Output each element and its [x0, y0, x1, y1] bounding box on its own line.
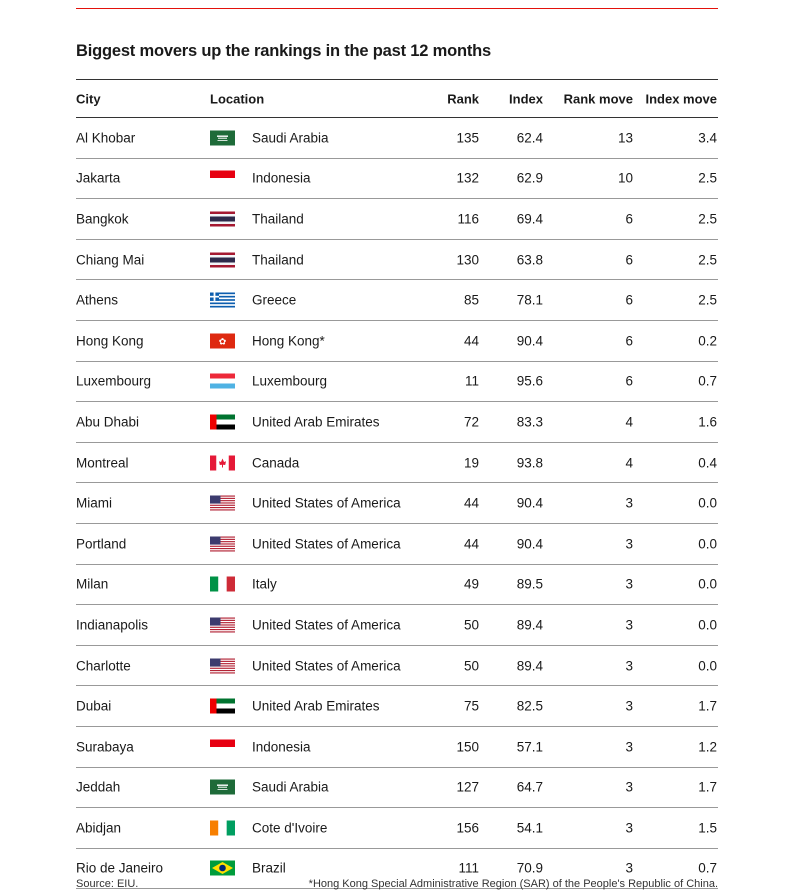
table-row	[76, 686, 718, 727]
location-cell: Hong Kong*	[252, 333, 325, 349]
location-cell: United States of America	[252, 536, 401, 552]
location-cell: Canada	[252, 455, 300, 471]
rank-cell: 85	[463, 292, 479, 308]
index-move-cell: 0.0	[698, 576, 717, 592]
rank-cell: 44	[463, 333, 479, 349]
location-cell: Brazil	[252, 860, 286, 876]
city-cell: Jakarta	[76, 170, 121, 186]
city-cell: Bangkok	[76, 211, 129, 227]
header-index-move: Index move	[645, 91, 717, 106]
location-cell: Italy	[252, 576, 277, 592]
location-cell: Saudi Arabia	[252, 779, 329, 795]
rank-move-cell: 3	[625, 495, 633, 511]
usa-flag-icon	[210, 658, 235, 673]
cote-divoire-flag-icon	[210, 820, 235, 835]
rank-move-cell: 3	[625, 576, 633, 592]
table-row	[76, 362, 718, 403]
source-note: Source: EIU.	[76, 878, 139, 890]
greece-flag-icon	[210, 293, 235, 308]
index-cell: 89.4	[516, 658, 543, 674]
rank-cell: 72	[463, 414, 479, 430]
rank-move-cell: 6	[625, 373, 633, 389]
city-cell: Abidjan	[76, 820, 122, 836]
city-cell: Chiang Mai	[76, 252, 145, 268]
table-row	[76, 565, 718, 606]
index-move-cell: 1.2	[698, 739, 717, 755]
rank-cell: 150	[456, 739, 479, 755]
index-move-cell: 1.7	[698, 779, 717, 795]
rank-move-cell: 4	[625, 414, 633, 430]
city-cell: Rio de Janeiro	[76, 860, 164, 876]
rank-move-cell: 10	[617, 170, 633, 186]
luxembourg-flag-icon	[210, 374, 235, 389]
location-cell: Indonesia	[252, 739, 311, 755]
city-cell: Miami	[76, 495, 112, 511]
index-cell: 82.5	[516, 698, 543, 714]
location-cell: United Arab Emirates	[252, 698, 380, 714]
city-cell: Indianapolis	[76, 617, 149, 633]
index-cell: 78.1	[516, 292, 543, 308]
top-rule	[76, 8, 718, 9]
uae-flag-icon	[210, 699, 235, 714]
index-move-cell: 0.7	[698, 860, 717, 876]
location-cell: Saudi Arabia	[252, 130, 329, 146]
table-row	[76, 443, 718, 484]
saudi-arabia-flag-icon	[210, 780, 235, 795]
index-cell: 90.4	[516, 495, 543, 511]
city-cell: Montreal	[76, 455, 129, 471]
index-move-cell: 0.7	[698, 373, 717, 389]
location-cell: Thailand	[252, 211, 304, 227]
index-cell: 89.4	[516, 617, 543, 633]
table-row	[76, 118, 718, 159]
city-cell: Al Khobar	[76, 130, 136, 146]
index-cell: 62.9	[516, 170, 543, 186]
location-cell: United Arab Emirates	[252, 414, 380, 430]
index-cell: 54.1	[516, 820, 543, 836]
rank-cell: 75	[463, 698, 479, 714]
table-header-row	[76, 80, 718, 118]
city-cell: Jeddah	[76, 779, 121, 795]
usa-flag-icon	[210, 496, 235, 511]
index-move-cell: 0.4	[698, 455, 717, 471]
index-move-cell: 2.5	[698, 211, 717, 227]
city-cell: Surabaya	[76, 739, 134, 755]
index-cell: 90.4	[516, 333, 543, 349]
index-cell: 69.4	[516, 211, 543, 227]
rank-move-cell: 3	[625, 617, 633, 633]
index-move-cell: 0.0	[698, 536, 717, 552]
city-cell: Athens	[76, 292, 119, 308]
index-cell: 95.6	[516, 373, 543, 389]
location-cell: United States of America	[252, 617, 401, 633]
index-cell: 89.5	[516, 576, 543, 592]
header-rank: Rank	[447, 91, 479, 106]
index-move-cell: 0.0	[698, 658, 717, 674]
location-cell: Greece	[252, 292, 297, 308]
index-cell: 83.3	[516, 414, 543, 430]
rank-cell: 135	[456, 130, 479, 146]
rank-cell: 19	[463, 455, 479, 471]
table-row	[76, 199, 718, 240]
usa-flag-icon	[210, 536, 235, 551]
city-cell: Dubai	[76, 698, 112, 714]
hong-kong-flag-icon	[210, 333, 235, 348]
indonesia-flag-icon	[210, 171, 235, 186]
table-row	[76, 727, 718, 768]
rank-move-cell: 3	[625, 779, 633, 795]
index-move-cell: 3.4	[698, 130, 717, 146]
table-row	[76, 646, 718, 687]
rank-cell: 156	[456, 820, 479, 836]
footnote: *Hong Kong Special Administrative Region (SAR) of the People's Republic of China.	[308, 878, 718, 890]
location-cell: Luxembourg	[252, 373, 328, 389]
table-row	[76, 402, 718, 443]
location-cell: Thailand	[252, 252, 304, 268]
rank-move-cell: 4	[625, 455, 633, 471]
index-move-cell: 1.5	[698, 820, 717, 836]
page-title: Biggest movers up the rankings in the past 12 months	[76, 42, 492, 60]
italy-flag-icon	[210, 577, 235, 592]
location-cell: United States of America	[252, 658, 401, 674]
city-cell: Milan	[76, 576, 109, 592]
index-move-cell: 0.0	[698, 617, 717, 633]
index-cell: 62.4	[516, 130, 543, 146]
index-cell: 70.9	[516, 860, 543, 876]
city-cell: Luxembourg	[76, 373, 152, 389]
brazil-flag-icon	[210, 861, 235, 876]
rank-cell: 116	[457, 211, 479, 227]
index-cell: 63.8	[516, 252, 543, 268]
index-move-cell: 0.0	[698, 495, 717, 511]
thailand-flag-icon	[210, 211, 235, 226]
location-cell: United States of America	[252, 495, 401, 511]
canada-flag-icon	[210, 455, 235, 470]
rank-cell: 132	[456, 170, 479, 186]
index-cell: 90.4	[516, 536, 543, 552]
location-cell: Cote d'Ivoire	[252, 820, 328, 836]
table-body	[76, 118, 718, 889]
rank-move-cell: 3	[625, 658, 633, 674]
city-cell: Portland	[76, 536, 127, 552]
rank-cell: 11	[464, 373, 479, 389]
table-row	[76, 605, 718, 646]
uae-flag-icon	[210, 414, 235, 429]
rank-move-cell: 3	[625, 860, 633, 876]
rank-move-cell: 6	[625, 211, 633, 227]
movers-table	[76, 79, 718, 889]
svg-text:✿: ✿	[218, 336, 227, 347]
location-cell: Indonesia	[252, 170, 311, 186]
table-row	[76, 808, 718, 849]
table-row	[76, 240, 718, 281]
city-cell: Abu Dhabi	[76, 414, 140, 430]
header-location: Location	[210, 91, 265, 106]
table-row	[76, 524, 718, 565]
usa-flag-icon	[210, 617, 235, 632]
rank-move-cell: 6	[625, 292, 633, 308]
rank-cell: 50	[463, 658, 479, 674]
index-move-cell: 2.5	[698, 292, 717, 308]
table-row	[76, 768, 718, 809]
indonesia-flag-icon	[210, 739, 235, 754]
index-move-cell: 2.5	[698, 170, 717, 186]
rank-cell: 49	[463, 576, 479, 592]
rank-move-cell: 3	[625, 739, 633, 755]
city-cell: Charlotte	[76, 658, 131, 674]
rank-cell: 127	[456, 779, 479, 795]
header-index: Index	[509, 91, 543, 106]
table-row	[76, 321, 718, 362]
city-cell: Hong Kong	[76, 333, 144, 349]
rank-cell: 130	[456, 252, 479, 268]
rank-cell: 50	[463, 617, 479, 633]
table-row	[76, 280, 718, 321]
index-move-cell: 0.2	[698, 333, 717, 349]
index-cell: 64.7	[516, 779, 543, 795]
rank-move-cell: 6	[625, 333, 633, 349]
rank-cell: 44	[463, 495, 479, 511]
table-row	[76, 159, 718, 200]
index-move-cell: 1.7	[698, 698, 717, 714]
table-row	[76, 483, 718, 524]
rank-cell: 111	[458, 860, 479, 876]
index-cell: 57.1	[516, 739, 543, 755]
header-city: City	[76, 91, 101, 106]
thailand-flag-icon	[210, 252, 235, 267]
rank-move-cell: 3	[625, 698, 633, 714]
saudi-arabia-flag-icon	[210, 130, 235, 145]
index-move-cell: 1.6	[698, 414, 717, 430]
rank-cell: 44	[463, 536, 479, 552]
rank-move-cell: 13	[617, 130, 633, 146]
header-rank-move: Rank move	[563, 91, 633, 106]
rank-move-cell: 6	[625, 252, 633, 268]
index-cell: 93.8	[516, 455, 543, 471]
index-move-cell: 2.5	[698, 252, 717, 268]
rank-move-cell: 3	[625, 820, 633, 836]
rank-move-cell: 3	[625, 536, 633, 552]
